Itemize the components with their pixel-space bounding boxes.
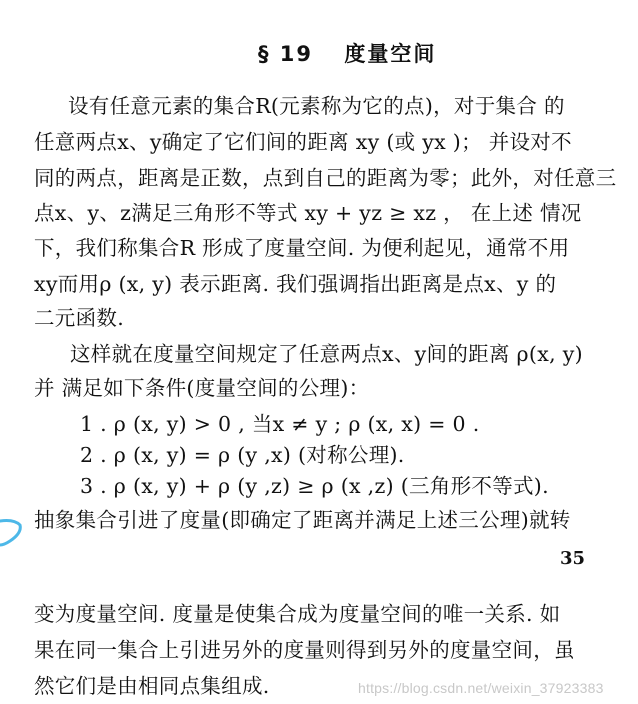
page-number: 35 <box>560 548 586 569</box>
section-title-text: 度量空间 <box>344 42 437 66</box>
watermark: https://blog.csdn.net/weixin_37923383 <box>358 680 604 696</box>
text-line: 任意两点x、y确定了它们间的距离 xy (或 yx )； 并设对不 <box>34 130 572 154</box>
pen-annotation-mark <box>0 515 24 555</box>
section-title <box>258 38 436 68</box>
axiom-3: 3 . ρ (x, y) + ρ (y ,z) ≥ ρ (x ,z) (三角形不等式). <box>80 474 549 498</box>
text-line: 果在同一集合上引进另外的度量则得到另外的度量空间，虽 <box>34 638 575 662</box>
axiom-2: 2 . ρ (x, y) = ρ (y ,x) (对称公理). <box>80 443 405 467</box>
text-line: 并 满足如下条件(度量空间的公理)： <box>34 376 370 400</box>
text-line: 点x、y、z满足三角形不等式 xy + yz ≥ xz ， 在上述 情况 <box>34 201 582 225</box>
section-number: § 19 <box>258 42 314 66</box>
axiom-1: 1 . ρ (x, y) > 0 , 当x ≠ y ; ρ (x, x) = 0 . <box>80 412 480 436</box>
text-line: 这样就在度量空间规定了任意两点x、y间的距离 ρ(x, y) <box>70 342 583 366</box>
text-line: xy而用ρ (x, y) 表示距离. 我们强调指出距离是点x、y 的 <box>34 272 557 296</box>
text-line: 然它们是由相同点集组成. <box>34 674 270 698</box>
text-line: 设有任意元素的集合R(元素称为它的点)，对于集合 的 <box>68 94 565 118</box>
text-line: 二元函数. <box>34 306 125 330</box>
text-line: 同的两点，距离是正数，点到自己的距离为零；此外，对任意三 <box>34 166 617 190</box>
text-line: 抽象集合引进了度量(即确定了距离并满足上述三公理)就转 <box>34 508 571 532</box>
text-line: 下，我们称集合R 形成了度量空间. 为便利起见，通常不用 <box>34 236 570 260</box>
text-line: 变为度量空间. 度量是使集合成为度量空间的唯一关系. 如 <box>34 602 561 626</box>
